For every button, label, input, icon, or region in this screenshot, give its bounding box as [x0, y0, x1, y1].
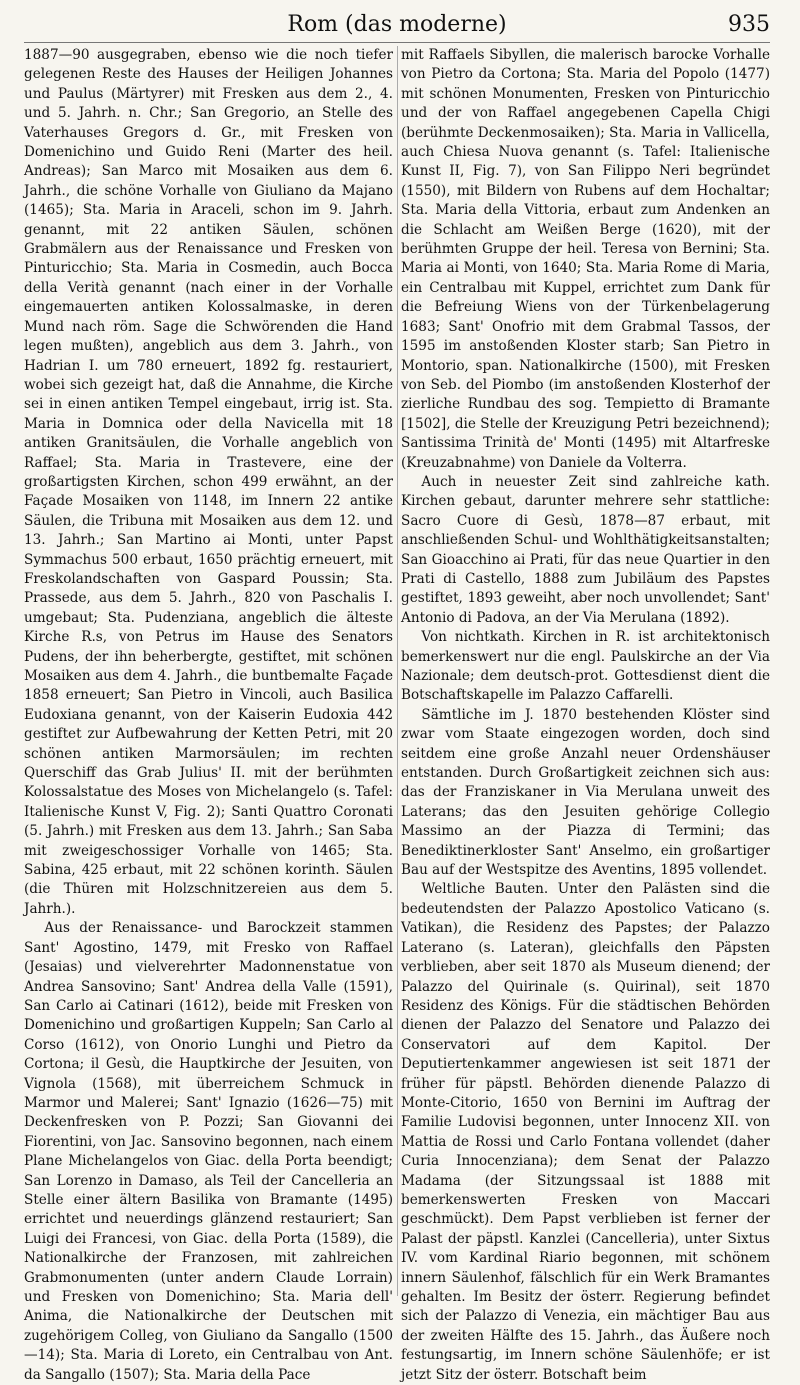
right-column — [401, 46, 770, 1383]
page-header — [24, 10, 770, 43]
running-title: Rom (das moderne) — [287, 12, 507, 37]
paragraph: Aus der Renaissance- und Barockzeit stammen Sant' Agostino, 1479, mit Fresko von Raffael (Jesaias) und vielverehrter Madonnenstatue von Andrea Sansovino; Sant' Andrea della Valle (1591), San Carlo ai Catinari (1612), beide mit Fresken von Domenichino und großartigen Kuppeln; San Carlo al Corso (1612), von Onorio Lunghi und Pietro da Cortona; il Gesù, die Hauptkirche der Jesuiten, von Vignola (1568), mit überreichem Schmuck in Marmor und Malerei; Sant' Ignazio (1626—75) mit Deckenfresken von P. Pozzi; San Giovanni dei Fiorentini, von Jac. Sansovino begonnen, nach einem Plane Michelangelos von Giac. della Porta beendigt; San Lorenzo in Damaso, als Teil der Cancelleria an Stelle einer ältern Basilika von Bramante (1495) errichtet und neuerdings glänzend restauriert; San Luigi dei Francesi, von Giac. della Porta (1589), die Nationalkirche der Franzosen, mit zahlreichen Grabmonumenten (unter andern Claude Lorrain) und Fresken von Domenichino; Sta. Maria dell' Anima, die Nationalkirche der Deutschen mit zugehörigem Colleg, von Giuliano da Sangallo (1500—14); Sta. Maria di Loreto, ein Centralbau von Ant. da Sangallo (1507); Sta. Maria della Pace — [24, 920, 393, 1383]
paragraph: 1887—90 ausgegraben, ebenso wie die noch tiefer gelegenen Reste des Hauses der Heiligen Johannes und Paulus (Märtyrer) mit Fresken aus dem 2., 4. und 5. Jahrh. n. Chr.; San Gregorio, an Stelle des Vaterhauses Gregors d. Gr., mit Fresken von Domenichino und Guido Reni (Marter des heil. Andreas); San Marco mit Mosaiken aus dem 6. Jahrh., die schöne Vorhalle von Giuliano da Majano (1465); Sta. Maria in Araceli, schon im 9. Jahrh. genannt, mit 22 antiken Säulen, schönen Grabmälern aus der Renaissance und Fresken von Pinturicchio; Sta. Maria in Cosmedin, auch Bocca della Verità genannt (nach einer in der Vorhalle eingemauerten antiken Kolossalmaske, in deren Mund nach röm. Sage die Schwörenden die Hand legen mußten), angeblich aus dem 3. Jahrh., von Hadrian I. um 780 erneuert, 1892 fg. restauriert, wobei sich gezeigt hat, daß die Annahme, die Kirche sei in einen antiken Tempel eingebaut, irrig ist. Sta. Maria in Domnica oder della Navicella mit 18 antiken Granitsäulen, die Vorhalle angeblich von Raffael; Sta. Maria in Trastevere, eine der großartigsten Kirchen, schon 499 erwähnt, an der Façade Mosaiken von 1148, im Innern 22 antike Säulen, die Tribuna mit Mosaiken aus dem 12. und 13. Jahrh.; San Martino ai Monti, unter Papst Symmachus 500 erbaut, 1650 prächtig erneuert, mit Freskolandschaften von Gaspard Poussin; Sta. Prassede, aus dem 5. Jahrh., 820 von Paschalis I. umgebaut; Sta. Pudenziana, angeblich die älteste Kirche R.s, von Petrus im Hause des Senators Pudens, der ihn beherbergte, gestiftet, mit schönen Mosaiken aus dem 4. Jahrh., die buntbemalte Façade 1858 erneuert; San Pietro in Vincoli, auch Basilica Eudoxiana genannt, von der Kaiserin Eudoxia 442 gestiftet zur Aufbewahrung der Ketten Petri, mit 20 schönen antiken Marmorsäulen; im rechten Querschiff das Grab Julius' II. mit der berühmten Kolossalstatue des Moses von Michelangelo (s. Tafel: Italienische Kunst V, Fig. 2); Santi Quattro Coronati (5. Jahrh.) mit Fresken aus dem 13. Jahrh.; San Saba mit zweigeschossiger Vorhalle von 1465; Sta. Sabina, 425 erbaut, mit 22 schönen korinth. Säulen (die Thüren mit Holzschnitzereien aus dem 5. Jahrh.). — [24, 47, 393, 917]
paragraph: mit Raffaels Sibyllen, die malerisch barocke Vorhalle von Pietro da Cortona; Sta. Maria del Popolo (1477) mit schönen Monumenten, Fresken von Pinturicchio und der von Raffael angegebenen Capella Chigi (berühmte Deckenmosaiken); Sta. Maria in Vallicella, auch Chiesa Nuova genannt (s. Tafel: Italienische Kunst II, Fig. 7), von San Filippo Neri begründet (1550), mit Bildern von Rubens auf dem Hochaltar; Sta. Maria della Vittoria, erbaut zum Andenken an die Schlacht am Weißen Berge (1620), mit der berühmten Gruppe der heil. Teresa von Bernini; Sta. Maria ai Monti, von 1640; Sta. Maria Rome di Maria, ein Centralbau mit Kuppel, errichtet zum Dank für die Befreiung Wiens von der Türkenbelagerung 1683; Sant' Onofrio mit dem Grabmal Tassos, der 1595 im anstoßenden Kloster starb; San Pietro in Montorio, span. Nationalkirche (1500), mit Fresken von Seb. del Piombo (im anstoßenden Klosterhof der zierliche Rundbau des sog. Tempietto di Bramante [1502], die Stelle der Kreuzigung Petri bezeichnend); Santissima Trinità de' Monti (1495) mit Altarfreske (Kreuzabnahme) von Daniele da Volterra. — [401, 47, 770, 471]
paragraph: Von nichtkath. Kirchen in R. ist architektonisch bemerkenswert nur die engl. Paulskirche an der Via Nazionale; dem deutsch-prot. Gottesdienst dient die Botschaftskapelle im Palazzo Caffarelli. — [401, 629, 770, 704]
paragraph: Auch in neuester Zeit sind zahlreiche kath. Kirchen gebaut, darunter mehrere sehr stattliche: Sacro Cuore di Gesù, 1878—87 erbaut, mit anschließenden Schul- und Wohlthätigkeitsanstalten; San Gioacchino ai Prati, für das neue Quartier in den Prati di Castello, 1888 zum Jubiläum des Papstes gestiftet, 1893 geweiht, aber noch unvollendet; Sant' Antonio di Padova, an der Via Merulana (1892). — [401, 473, 770, 626]
text-columns — [24, 46, 770, 1383]
left-column — [24, 46, 393, 1383]
paragraph: Sämtliche im J. 1870 bestehenden Klöster sind zwar vom Staate eingezogen worden, doch sind seitdem eine große Anzahl neuer Ordenshäuser entstanden. Durch Großartigkeit zeichnen sich aus: das der Franziskaner in Via Merulana unweit des Laterans; das den Jesuiten gehörige Collegio Massimo an der Piazza di Termini; das Benediktinerkloster Sant' Anselmo, ein großartiger Bau auf der Westspitze des Aventins, 1895 vollendet. — [401, 706, 770, 879]
page-number: 935 — [728, 12, 770, 37]
column-divider — [397, 46, 398, 1296]
paragraph: Weltliche Bauten. Unter den Palästen sind die bedeutendsten der Palazzo Apostolico Vaticano (s. Vatikan), die Residenz des Papstes; der Palazzo Laterano (s. Lateran), gleichfalls den Päpsten verblieben, aber seit 1870 als Museum dienend; der Palazzo del Quirinale (s. Quirinal), seit 1870 Residenz des Königs. Für die städtischen Behörden dienen der Palazzo del Senatore und Palazzo dei Conservatori auf dem Kapitol. Der Deputiertenkammer angewiesen ist seit 1871 der früher für päpstl. Behörden dienende Palazzo di Monte-Citorio, 1650 von Bernini im Auftrag der Familie Ludovisi begonnen, unter Innocenz XII. von Mattia de Rossi und Carlo Fontana vollendet (daher Curia Innocenziana); dem Senat der Palazzo Madama (der Sitzungssaal ist 1888 mit bemerkenswerten Fresken von Maccari geschmückt). Dem Papst verblieben ist ferner der Palast der päpstl. Kanzlei (Cancelleria), unter Sixtus IV. vom Kardinal Riario begonnen, mit schönem innern Säulenhof, fälschlich für ein Werk Bramantes gehalten. Im Besitz der österr. Regierung befindet sich der Palazzo di Venezia, ein mächtiger Bau aus der zweiten Hälfte des 15. Jahrh., das Äußere noch festungsartig, im Innern schöne Säulenhöfe; er ist jetzt Sitz der österr. Botschaft beim — [401, 881, 770, 1383]
